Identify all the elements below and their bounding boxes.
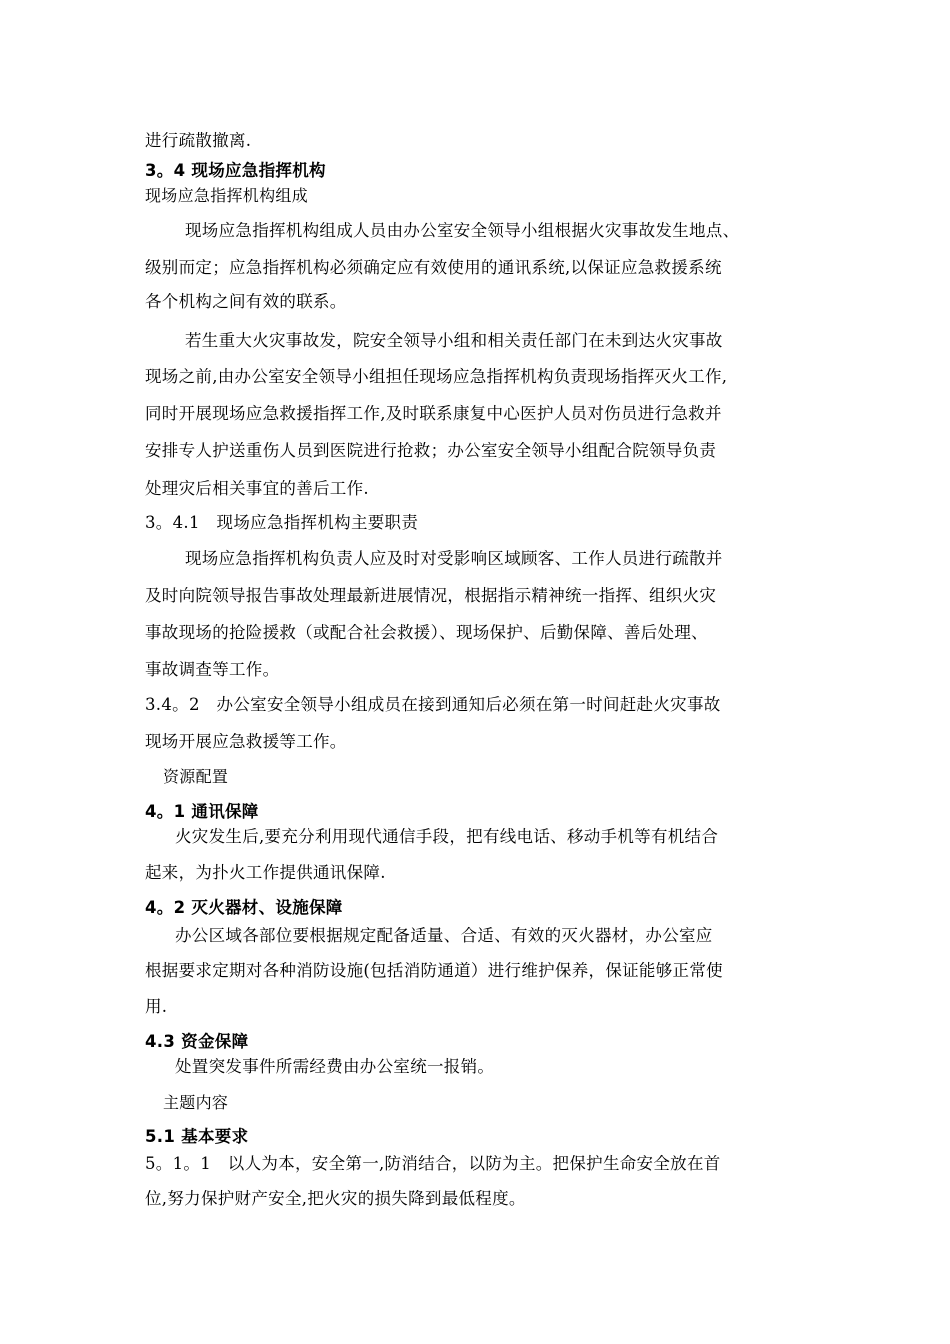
paragraph-line: 进行疏散撤离. [145, 131, 252, 150]
paragraph-line: 起来，为扑火工作提供通讯保障. [145, 863, 386, 882]
paragraph-line: 现场应急指挥机构负责人应及时对受影响区域顾客、工作人员进行疏散并 [185, 549, 723, 568]
paragraph-line: 现场之前,由办公室安全领导小组担任现场应急指挥机构负责现场指挥灭火工作, [145, 367, 728, 386]
paragraph-line: 同时开展现场应急救援指挥工作,及时联系康复中心医护人员对伤员进行急救并 [145, 404, 722, 423]
section-heading-4-1: 4。1 通讯保障 [145, 802, 259, 821]
paragraph-line: 现场应急指挥机构组成人员由办公室安全领导小组根据火灾事故发生地点、 [185, 221, 740, 240]
subsection-title: 现场应急指挥机构组成 [145, 186, 309, 205]
paragraph-line: 火灾发生后,要充分利用现代通信手段，把有线电话、移动手机等有机结合 [175, 827, 719, 846]
section-heading-5-1: 5.1 基本要求 [145, 1127, 249, 1146]
section-title-resources: 资源配置 [163, 767, 229, 786]
paragraph-line: 根据要求定期对各种消防设施(包括消防通道）进行维护保养，保证能够正常使 [145, 961, 723, 980]
paragraph-line: 处置突发事件所需经费由办公室统一报销。 [175, 1057, 495, 1076]
paragraph-line: 若生重大火灾事故发，院安全领导小组和相关责任部门在未到达火灾事故 [185, 331, 723, 350]
paragraph-line: 及时向院领导报告事故处理最新进展情况，根据指示精神统一指挥、组织火灾 [145, 586, 717, 605]
paragraph-line: 现场开展应急救援等工作。 [145, 732, 347, 751]
paragraph-line: 各个机构之间有效的联系。 [145, 292, 347, 311]
subsection-heading-3-4-1: 3。4.1 现场应急指挥机构主要职责 [145, 513, 419, 532]
paragraph-line: 3.4。2 办公室安全领导小组成员在接到通知后必须在第一时间赶赴火灾事故 [145, 695, 721, 714]
section-heading-3-4: 3。4 现场应急指挥机构 [145, 161, 326, 180]
paragraph-line: 事故现场的抢险援救（或配合社会救援）、现场保护、后勤保障、善后处理、 [145, 623, 708, 642]
paragraph-line: 用. [145, 997, 168, 1016]
section-heading-4-3: 4.3 资金保障 [145, 1032, 249, 1051]
paragraph-line: 处理灾后相关事宜的善后工作. [145, 479, 369, 498]
paragraph-line: 安排专人护送重伤人员到医院进行抢救；办公室安全领导小组配合院领导负责 [145, 441, 717, 460]
paragraph-line: 位,努力保护财产安全,把火灾的损失降到最低程度。 [145, 1189, 526, 1208]
paragraph-line: 办公区域各部位要根据规定配备适量、合适、有效的灭火器材，办公室应 [175, 926, 713, 945]
paragraph-line: 级别而定；应急指挥机构必须确定应有效使用的通讯系统,以保证应急救援系统 [145, 258, 722, 277]
section-heading-4-2: 4。2 灭火器材、设施保障 [145, 898, 343, 917]
paragraph-line: 5。1。1 以人为本，安全第一,防消结合，以防为主。把保护生命安全放在首 [145, 1154, 721, 1173]
section-title-main-content: 主题内容 [163, 1093, 229, 1112]
paragraph-line: 事故调查等工作。 [145, 660, 280, 679]
